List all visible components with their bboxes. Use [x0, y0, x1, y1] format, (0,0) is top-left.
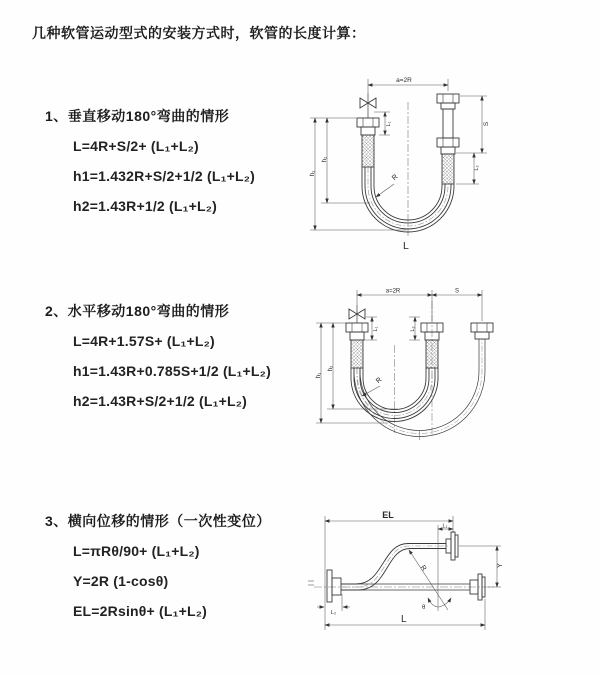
upper-right-flange [446, 532, 458, 560]
valve-icon [349, 305, 365, 323]
radius-label: R [390, 173, 400, 182]
dim-label-s: S [483, 121, 490, 127]
dim-label-l2: L₂ [410, 326, 416, 332]
section-1-formula-h1: h1=1.432R+S/2+1/2 (L₁+L₂) [73, 168, 255, 184]
dim-label-l1: L₁ [386, 121, 392, 127]
radius-label: R [374, 376, 384, 385]
section-2-heading: 2、水平移动180°弯曲的情形 [45, 303, 230, 319]
displaced-hose-position [354, 339, 485, 437]
dimension-lines [316, 290, 482, 423]
dim-label-h1: h₁ [316, 372, 322, 379]
page-title: 几种软管运动型式的安装方式时，软管的长度计算： [32, 25, 366, 41]
right-fitting [437, 94, 459, 184]
section-2-formula-h2: h2=1.43R+S/2+1/2 (L₁+L₂) [73, 393, 248, 409]
section-1-formula-h2: h2=1.43R+1/2 (L₁+L₂) [73, 198, 218, 214]
section-2-formula-L: L=4R+1.57S+ (L₁+L₂) [73, 333, 215, 349]
valve-icon [360, 93, 376, 118]
section-3-formula-Y: Y=2R (1-cosθ) [73, 573, 169, 589]
hose-s-curve [308, 532, 494, 602]
dimension-lines [310, 79, 487, 230]
dim-label-el: EL [382, 510, 394, 520]
dim-label-l1: L₁ [373, 326, 379, 332]
radius-label: R [418, 564, 428, 573]
section-1-heading: 1、垂直移动180°弯曲的情形 [45, 108, 230, 124]
left-fitting [346, 323, 368, 368]
dim-label-a2r: a=2R [396, 77, 412, 84]
length-label: L [403, 240, 409, 252]
angle-label: θ [422, 605, 426, 611]
braided-section [442, 154, 454, 184]
dim-label-y: Y [497, 563, 504, 568]
hose-u-bend [357, 93, 459, 238]
section-2-formula-h1: h1=1.43R+0.785S+1/2 (L₁+L₂) [73, 363, 271, 379]
dim-label-a2r: a=2R [385, 288, 401, 295]
diagram-lateral-offset [298, 503, 600, 663]
left-flange [308, 570, 341, 602]
section-3-heading: 3、横向位移的情形（一次性变位） [45, 513, 271, 529]
dim-label-h2: h₂ [322, 156, 328, 163]
left-fitting [357, 118, 379, 167]
length-label: L [401, 614, 407, 625]
dimension-lines [317, 516, 501, 630]
braided-section [362, 135, 374, 167]
diagram-horizontal-180-bend [298, 283, 590, 468]
dim-label-l2: L₂ [474, 165, 480, 171]
dim-label-l2: L₂ [330, 610, 337, 616]
section-1-formula-L: L=4R+S/2+ (L₁+L₂) [73, 138, 199, 154]
dim-label-s: S [454, 288, 460, 295]
diagram-vertical-180-bend [300, 70, 590, 265]
dim-label-h1: h₁ [310, 170, 316, 177]
dim-label-h2: h₂ [328, 365, 334, 372]
displaced-s-curve [341, 544, 448, 591]
hose-u-bend-two-positions [346, 301, 493, 440]
dim-label-l1: L₁ [442, 523, 448, 530]
section-3-formula-EL: EL=2Rsinθ+ (L₁+L₂) [73, 603, 208, 619]
right-fitting [471, 323, 493, 339]
section-3-formula-L: L=πRθ/90+ (L₁+L₂) [73, 543, 200, 559]
